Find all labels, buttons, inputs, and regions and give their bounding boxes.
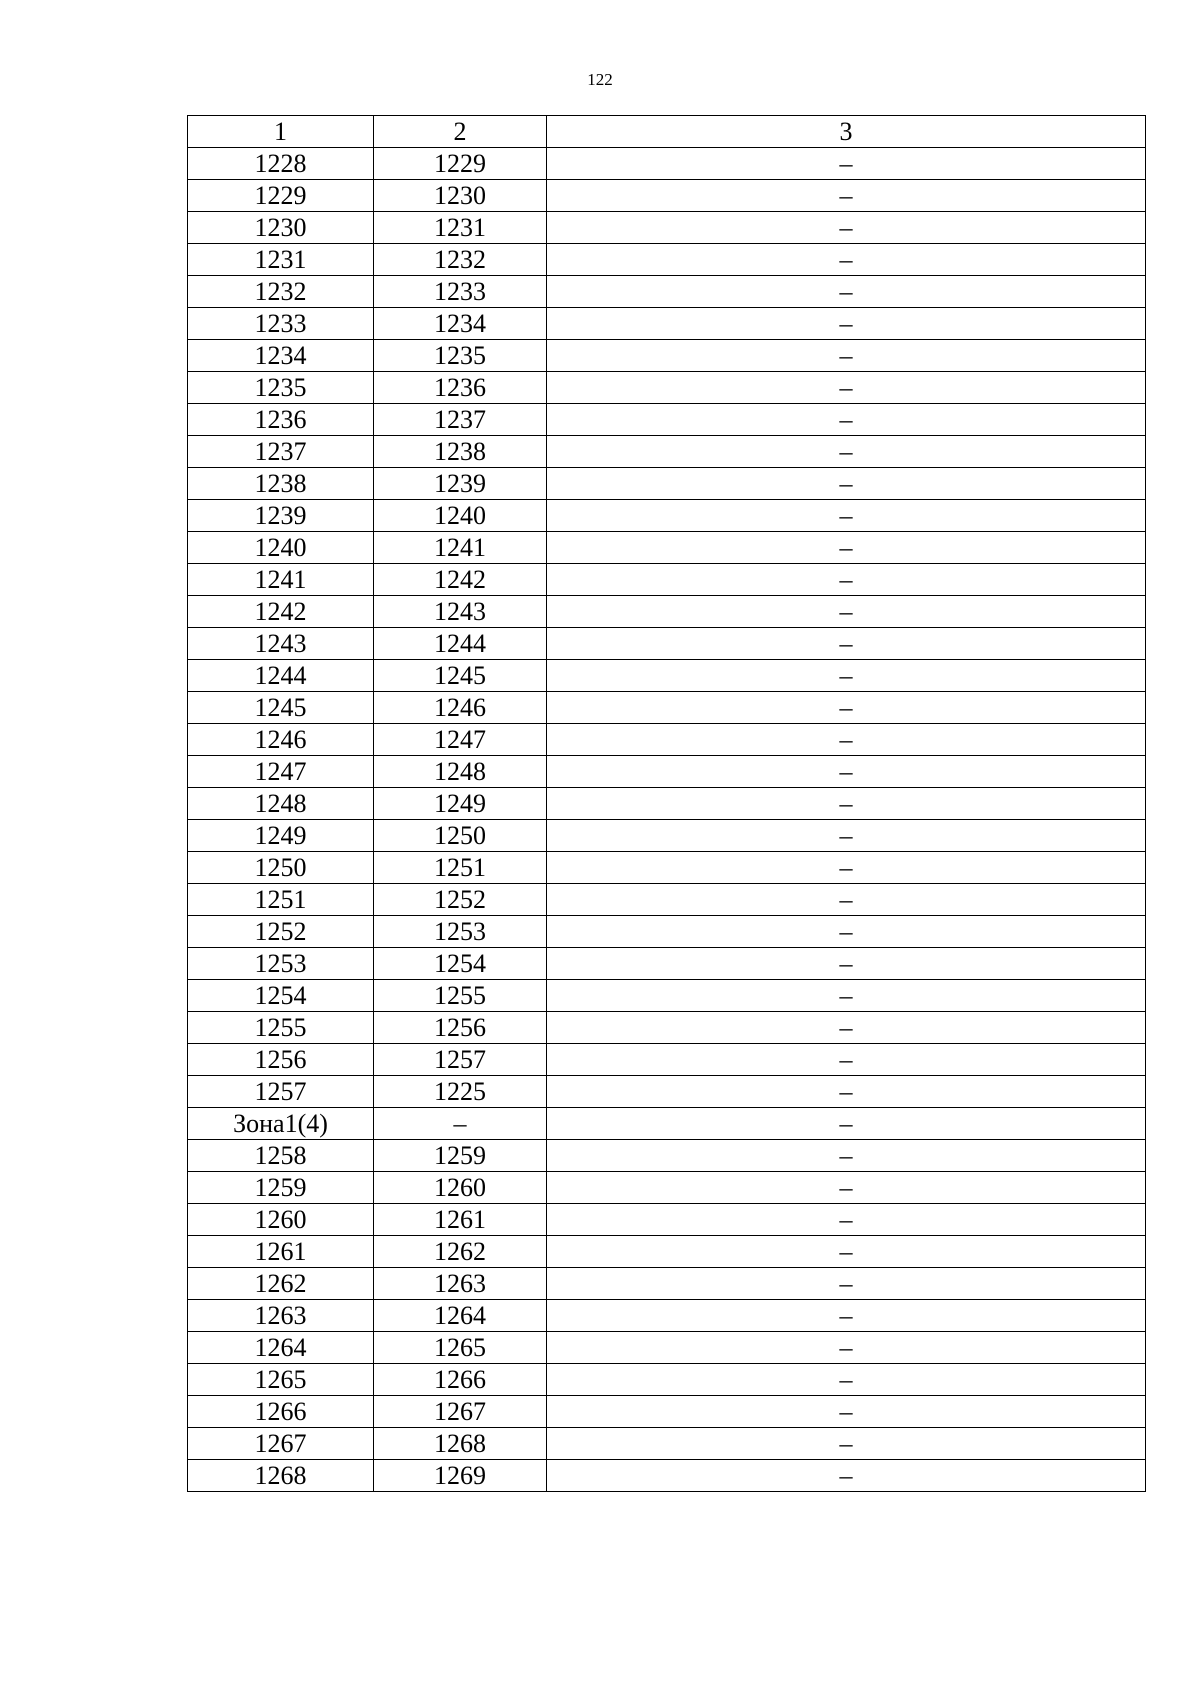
- table-cell-col-2: 1246: [374, 692, 547, 724]
- table-cell-col-1: 1260: [188, 1204, 374, 1236]
- table-cell-col-2: 1267: [374, 1396, 547, 1428]
- table-cell-col-1: 1231: [188, 244, 374, 276]
- table-cell-col-1: 1246: [188, 724, 374, 756]
- table-row: [188, 596, 1146, 628]
- column-header-3: 3: [547, 116, 1146, 148]
- table-cell-col-3: –: [547, 948, 1146, 980]
- table-cell-col-2: 1234: [374, 308, 547, 340]
- table-cell-col-3: –: [547, 756, 1146, 788]
- table-cell-col-2: 1268: [374, 1428, 547, 1460]
- table-cell-col-2: 1254: [374, 948, 547, 980]
- table-cell-col-3: –: [547, 1108, 1146, 1140]
- table-cell-col-2: –: [374, 1108, 547, 1140]
- table-row: [188, 244, 1146, 276]
- table-cell-col-2: 1247: [374, 724, 547, 756]
- table-cell-col-2: 1245: [374, 660, 547, 692]
- table-row: [188, 1364, 1146, 1396]
- table-cell-col-3: –: [547, 1172, 1146, 1204]
- table-cell-col-3: –: [547, 1204, 1146, 1236]
- table-cell-col-3: –: [547, 1460, 1146, 1492]
- table-cell-col-3: –: [547, 1236, 1146, 1268]
- table-row: [188, 756, 1146, 788]
- table-cell-col-2: 1231: [374, 212, 547, 244]
- table-cell-col-3: –: [547, 1332, 1146, 1364]
- table-cell-col-1: 1268: [188, 1460, 374, 1492]
- table-cell-col-3: –: [547, 148, 1146, 180]
- table-cell-col-1: 1252: [188, 916, 374, 948]
- table-cell-col-3: –: [547, 628, 1146, 660]
- table-cell-col-1: 1250: [188, 852, 374, 884]
- table-row: [188, 1332, 1146, 1364]
- table-cell-col-2: 1257: [374, 1044, 547, 1076]
- table-cell-col-1: 1233: [188, 308, 374, 340]
- table-cell-col-1: 1228: [188, 148, 374, 180]
- table-cell-col-2: 1242: [374, 564, 547, 596]
- table-cell-col-1: 1257: [188, 1076, 374, 1108]
- table-cell-col-1: 1253: [188, 948, 374, 980]
- table-row: [188, 1236, 1146, 1268]
- table-cell-col-3: –: [547, 468, 1146, 500]
- table-row: [188, 660, 1146, 692]
- table-cell-col-3: –: [547, 372, 1146, 404]
- table-cell-col-3: –: [547, 244, 1146, 276]
- table-cell-col-2: 1266: [374, 1364, 547, 1396]
- table-cell-col-3: –: [547, 852, 1146, 884]
- table-cell-col-1: 1265: [188, 1364, 374, 1396]
- table-row: [188, 916, 1146, 948]
- table-cell-col-1: 1243: [188, 628, 374, 660]
- table-row: [188, 980, 1146, 1012]
- table-cell-col-2: 1240: [374, 500, 547, 532]
- table-cell-col-2: 1259: [374, 1140, 547, 1172]
- table-row: [188, 1396, 1146, 1428]
- table-cell-col-1: 1236: [188, 404, 374, 436]
- table-cell-col-1: 1254: [188, 980, 374, 1012]
- table-cell-col-1: 1234: [188, 340, 374, 372]
- table-cell-col-1: 1230: [188, 212, 374, 244]
- table-cell-col-2: 1239: [374, 468, 547, 500]
- table-cell-col-2: 1253: [374, 916, 547, 948]
- table-cell-col-3: –: [547, 1396, 1146, 1428]
- table-row: [188, 1076, 1146, 1108]
- table-row: [188, 1204, 1146, 1236]
- table-cell-col-3: –: [547, 692, 1146, 724]
- table-cell-col-1: 1266: [188, 1396, 374, 1428]
- table-cell-col-2: 1243: [374, 596, 547, 628]
- table-cell-col-3: –: [547, 1364, 1146, 1396]
- table-row: [188, 1044, 1146, 1076]
- table-cell-col-3: –: [547, 596, 1146, 628]
- table-row: [188, 180, 1146, 212]
- table-cell-col-2: 1233: [374, 276, 547, 308]
- table-cell-col-1: 1262: [188, 1268, 374, 1300]
- table-row: [188, 820, 1146, 852]
- column-header-1: 1: [188, 116, 374, 148]
- table-row: [188, 852, 1146, 884]
- table-cell-col-1: 1229: [188, 180, 374, 212]
- table-cell-col-3: –: [547, 308, 1146, 340]
- column-header-2: 2: [374, 116, 547, 148]
- table-cell-col-1: 1238: [188, 468, 374, 500]
- table-row: [188, 564, 1146, 596]
- table-cell-col-2: 1261: [374, 1204, 547, 1236]
- table-cell-col-3: –: [547, 1268, 1146, 1300]
- table-row: [188, 532, 1146, 564]
- table-cell-col-2: 1230: [374, 180, 547, 212]
- table-row: [188, 308, 1146, 340]
- table-row: [188, 1012, 1146, 1044]
- table-cell-col-1: 1249: [188, 820, 374, 852]
- table-cell-col-2: 1262: [374, 1236, 547, 1268]
- table-cell-col-3: –: [547, 916, 1146, 948]
- table-row: [188, 276, 1146, 308]
- table-cell-col-3: –: [547, 1012, 1146, 1044]
- table-cell-col-3: –: [547, 180, 1146, 212]
- table-row: [188, 1108, 1146, 1140]
- table-cell-col-2: 1250: [374, 820, 547, 852]
- table-cell-col-1: 1237: [188, 436, 374, 468]
- table-cell-col-1: 1267: [188, 1428, 374, 1460]
- table-row: [188, 500, 1146, 532]
- table-row: [188, 148, 1146, 180]
- table-body: [188, 148, 1146, 1492]
- table-cell-col-3: –: [547, 1140, 1146, 1172]
- table-cell-col-1: 1255: [188, 1012, 374, 1044]
- table-row: [188, 1172, 1146, 1204]
- table-row: [188, 1140, 1146, 1172]
- table-cell-col-2: 1265: [374, 1332, 547, 1364]
- table-cell-col-3: –: [547, 500, 1146, 532]
- table-cell-col-2: 1229: [374, 148, 547, 180]
- table-row: [188, 468, 1146, 500]
- table-cell-col-2: 1238: [374, 436, 547, 468]
- table-cell-col-1: 1232: [188, 276, 374, 308]
- table-row: [188, 1428, 1146, 1460]
- table-cell-col-3: –: [547, 1300, 1146, 1332]
- table-cell-col-3: –: [547, 820, 1146, 852]
- table-cell-col-3: –: [547, 532, 1146, 564]
- table-cell-col-1: 1245: [188, 692, 374, 724]
- table-row: [188, 884, 1146, 916]
- table-cell-col-3: –: [547, 660, 1146, 692]
- table-cell-col-1: 1239: [188, 500, 374, 532]
- table-cell-col-2: 1263: [374, 1268, 547, 1300]
- table-cell-col-2: 1248: [374, 756, 547, 788]
- table-row: [188, 212, 1146, 244]
- table-cell-col-2: 1237: [374, 404, 547, 436]
- table-cell-col-2: 1235: [374, 340, 547, 372]
- table-row: [188, 1460, 1146, 1492]
- table-row: [188, 372, 1146, 404]
- table-cell-col-2: 1244: [374, 628, 547, 660]
- table-cell-col-1: 1244: [188, 660, 374, 692]
- table-cell-col-3: –: [547, 788, 1146, 820]
- table-cell-col-3: –: [547, 1076, 1146, 1108]
- table-cell-col-3: –: [547, 212, 1146, 244]
- table-cell-col-2: 1256: [374, 1012, 547, 1044]
- table-row: [188, 788, 1146, 820]
- table-cell-col-3: –: [547, 404, 1146, 436]
- table-cell-col-2: 1241: [374, 532, 547, 564]
- table-cell-col-1: 1240: [188, 532, 374, 564]
- table-row: [188, 340, 1146, 372]
- table-cell-col-1: 1259: [188, 1172, 374, 1204]
- table-cell-col-3: –: [547, 884, 1146, 916]
- table-cell-col-1: 1247: [188, 756, 374, 788]
- table-cell-col-1: 1235: [188, 372, 374, 404]
- table-cell-col-1: 1248: [188, 788, 374, 820]
- table-cell-col-3: –: [547, 1428, 1146, 1460]
- table-cell-col-3: –: [547, 724, 1146, 756]
- table-row: [188, 948, 1146, 980]
- table-cell-col-3: –: [547, 1044, 1146, 1076]
- table-row: [188, 1300, 1146, 1332]
- table-row: [188, 628, 1146, 660]
- table-cell-col-2: 1260: [374, 1172, 547, 1204]
- table-cell-col-1: 1264: [188, 1332, 374, 1364]
- table-cell-col-3: –: [547, 340, 1146, 372]
- table-cell-col-1: 1251: [188, 884, 374, 916]
- table-cell-col-2: 1269: [374, 1460, 547, 1492]
- table-cell-col-1: 1256: [188, 1044, 374, 1076]
- table-cell-col-3: –: [547, 980, 1146, 1012]
- table-row: [188, 724, 1146, 756]
- table-cell-col-1: Зона1(4): [188, 1108, 374, 1140]
- table-cell-col-2: 1255: [374, 980, 547, 1012]
- table-cell-col-1: 1261: [188, 1236, 374, 1268]
- table-cell-col-1: 1263: [188, 1300, 374, 1332]
- table-cell-col-1: 1241: [188, 564, 374, 596]
- table-cell-col-3: –: [547, 436, 1146, 468]
- table-cell-col-2: 1252: [374, 884, 547, 916]
- table-cell-col-1: 1258: [188, 1140, 374, 1172]
- table-header-row: [188, 116, 1146, 148]
- table-cell-col-3: –: [547, 276, 1146, 308]
- table-cell-col-2: 1225: [374, 1076, 547, 1108]
- page-number: 122: [587, 70, 613, 89]
- table-cell-col-3: –: [547, 564, 1146, 596]
- table-row: [188, 1268, 1146, 1300]
- table-cell-col-2: 1232: [374, 244, 547, 276]
- table-cell-col-2: 1249: [374, 788, 547, 820]
- table-row: [188, 404, 1146, 436]
- table-row: [188, 692, 1146, 724]
- data-table: [187, 115, 1146, 1492]
- table-cell-col-2: 1251: [374, 852, 547, 884]
- table-cell-col-2: 1236: [374, 372, 547, 404]
- table-row: [188, 436, 1146, 468]
- table-cell-col-1: 1242: [188, 596, 374, 628]
- table-cell-col-2: 1264: [374, 1300, 547, 1332]
